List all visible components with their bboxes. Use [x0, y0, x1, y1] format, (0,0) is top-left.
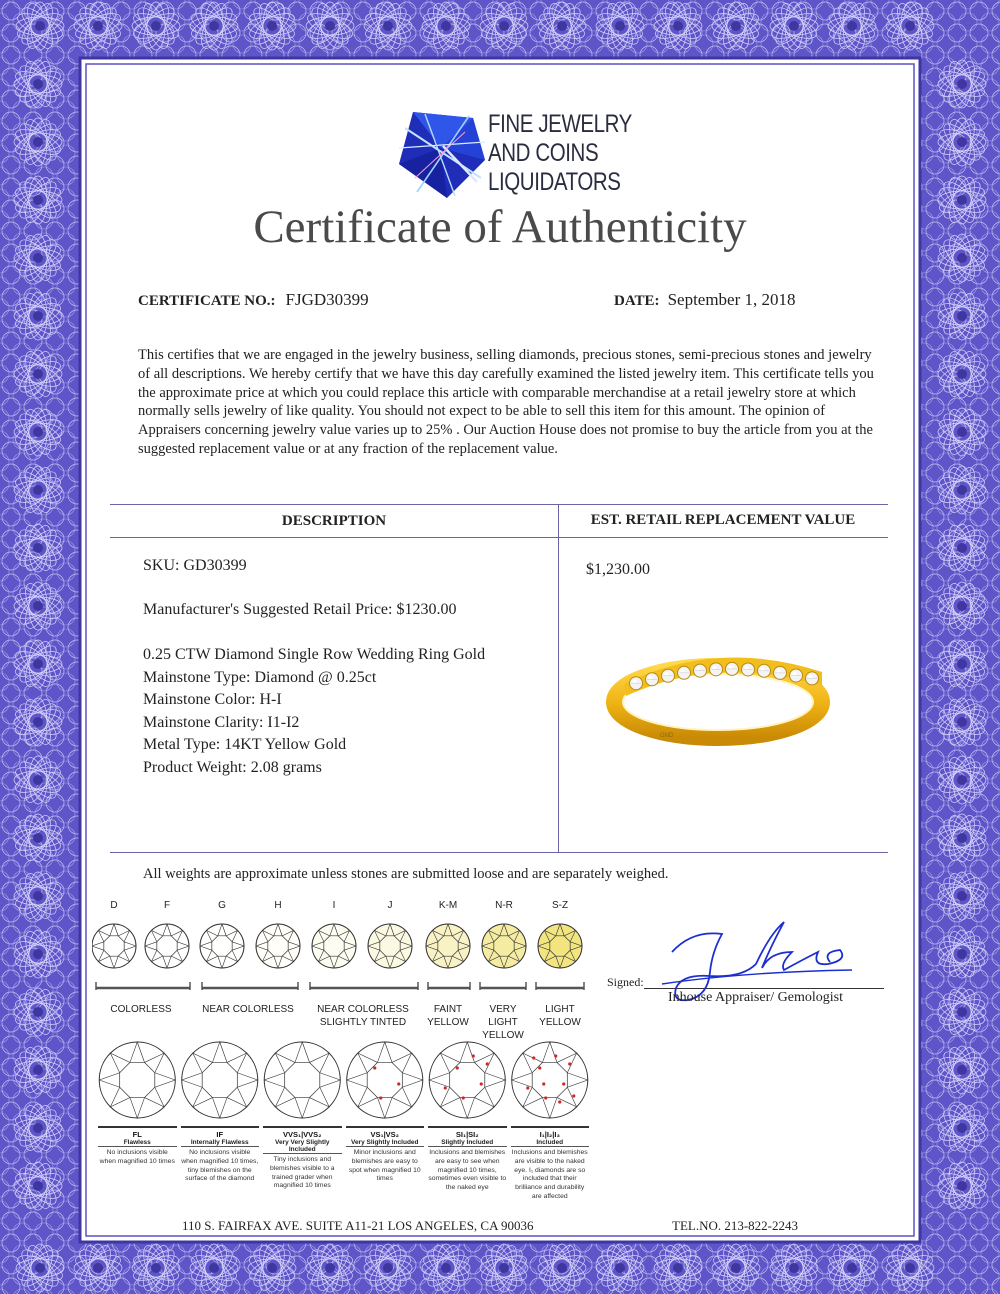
color-grade-letter: G: [218, 900, 226, 911]
color-group-label: LIGHT YELLOW: [539, 1004, 581, 1028]
color-grade-diamond: [368, 924, 412, 968]
color-group-bracket: [536, 982, 584, 990]
clarity-grade-column: [181, 1126, 260, 1184]
inclusion-mark: [456, 1066, 459, 1069]
ring-stone: [630, 677, 643, 690]
table-column-divider: [558, 504, 559, 852]
ring-stone: [662, 669, 675, 682]
value-header: EST. RETAIL REPLACEMENT VALUE: [590, 512, 856, 528]
clarity-grade: FL: [98, 1126, 177, 1139]
clarity-grade-name: Very Slightly Included: [346, 1139, 425, 1147]
ring-stone: [758, 664, 771, 677]
color-grade-diamond: [200, 924, 244, 968]
color-group-bracket: [428, 982, 470, 990]
color-grade-diamond: [92, 924, 136, 968]
color-grade-letter: N-R: [495, 900, 513, 911]
clarity-grade-diamond: [99, 1042, 175, 1118]
inclusion-mark: [554, 1054, 557, 1057]
table-top-rule: [110, 504, 888, 505]
logo-line-2: AND COINS: [488, 139, 599, 167]
color-grade-letter: I: [332, 900, 336, 911]
color-grade-letter: F: [163, 900, 171, 911]
msrp: Manufacturer's Suggested Retail Price: $1230.00: [143, 601, 457, 618]
mainstone-color: Mainstone Color: H-I: [143, 691, 282, 709]
color-grade-diamond: [145, 924, 189, 968]
color-group-label: VERY LIGHT YELLOW: [482, 1004, 524, 1041]
inclusion-mark: [544, 1096, 547, 1099]
color-grade-diamond: [538, 924, 582, 968]
inclusion-mark: [462, 1096, 465, 1099]
color-group-label: COLORLESS: [110, 1004, 172, 1015]
inclusion-mark: [568, 1062, 571, 1065]
inclusion-mark: [373, 1066, 376, 1069]
clarity-grade: I₁|I₂|I₃: [511, 1126, 590, 1139]
table-bottom-rule: [110, 852, 888, 853]
color-grade-diamond: [482, 924, 526, 968]
color-grade-letter: S-Z: [551, 900, 569, 911]
clarity-scale: [96, 1034, 592, 1214]
clarity-grade-name: Internally Flawless: [181, 1139, 260, 1147]
clarity-grade-column: [98, 1126, 177, 1167]
certificate-number-row: [138, 290, 369, 310]
clarity-grade-column: [428, 1126, 507, 1193]
logo-line-1: FINE JEWELRY: [488, 110, 632, 138]
inclusion-mark: [472, 1054, 475, 1057]
color-group-label: FAINT YELLOW: [427, 1004, 469, 1028]
color-group-label: NEAR COLORLESS: [202, 1004, 294, 1015]
color-grade-diamond: [312, 924, 356, 968]
inclusion-mark: [542, 1082, 545, 1085]
ring-image: [600, 640, 840, 750]
clarity-grade-description: Inclusions and blemishes are visible to the naked eye. I₁ diamonds are so included that their brilliance and durability are affected: [511, 1149, 588, 1200]
signed-label: Signed:: [607, 975, 644, 989]
mainstone-type: Mainstone Type: Diamond @ 0.25ct: [143, 668, 377, 686]
inclusion-mark: [480, 1082, 483, 1085]
inclusion-mark: [397, 1082, 400, 1085]
inclusion-mark: [538, 1066, 541, 1069]
clarity-grade-description: Minor inclusions and blemishes are easy to spot when magnified 10 times: [348, 1149, 421, 1183]
color-grade-letter: H: [274, 900, 282, 911]
certificate-number-label: CERTIFICATE NO.:: [138, 293, 276, 309]
color-scale: [92, 900, 592, 1041]
color-group-bracket: [202, 982, 298, 990]
item-details: [143, 644, 485, 780]
replacement-value: $1,230.00: [586, 561, 650, 578]
signer-role: Inhouse Appraiser/ Gemologist: [668, 990, 843, 1005]
clarity-grade-description: Tiny inclusions and blemishes visible to a trained grader when magnified 10 times: [269, 1156, 335, 1190]
weights-note: All weights are approximate unless stones are submitted loose and are separately weighed.: [143, 866, 669, 882]
clarity-grade: VS₁|VS₂: [346, 1126, 425, 1139]
clarity-grade-name: Flawless: [98, 1139, 177, 1147]
color-grade-letter: J: [387, 900, 393, 911]
inclusion-mark: [572, 1094, 575, 1097]
ring-stone: [694, 664, 707, 677]
clarity-grade-column: [511, 1126, 590, 1202]
metal-type: Metal Type: 14KT Yellow Gold: [143, 736, 347, 754]
color-group-bracket: [310, 982, 418, 990]
clarity-grade: IF: [181, 1126, 260, 1139]
ring-stone: [678, 666, 691, 679]
ring-stone: [806, 672, 819, 685]
ring-stamp: GND: [660, 733, 674, 739]
item-title: 0.25 CTW Diamond Single Row Wedding Ring Gold: [143, 646, 486, 663]
ring-stone: [710, 663, 723, 676]
inclusion-mark: [558, 1100, 561, 1103]
certification-statement: This certifies that we are engaged in the jewelry business, selling diamonds, precious stones, semi-precious stones and jewelry of all descriptions. We hereby certify that we have this day carefully examined the listed jewelry item. This certificate tells you the approximate price at which you could replace this article with comparable merchandise at a retail jewelry store at which normally sells jewelry of like quality. You should not expect to be able to sell this item for this amount. The opinion of Appraisers concerning jewelry value varies up to 25% . Our Auction House does not promise to buy the article from you at the suggested replacement value or at any fraction of the replacement value.: [138, 347, 874, 457]
color-group-bracket: [96, 982, 190, 990]
footer-address: 110 S. FAIRFAX AVE. SUITE A11-21 LOS ANGELES, CA 90036: [182, 1218, 534, 1233]
color-grade-diamond: [426, 924, 470, 968]
clarity-grade-description: No inclusions visible when magnified 10 times: [99, 1149, 175, 1165]
certificate-date-row: [614, 290, 796, 310]
color-group-bracket: [480, 982, 526, 990]
clarity-grade-description: No inclusions visible when magnified 10 times, tiny blemishes on the surface of the diamond: [181, 1149, 259, 1183]
clarity-grade-diamond: [182, 1042, 258, 1118]
inclusion-mark: [562, 1082, 565, 1085]
color-group-label: NEAR COLORLESS SLIGHTLY TINTED: [317, 1004, 409, 1028]
clarity-grade-name: Slightly Included: [428, 1139, 507, 1147]
product-weight: Product Weight: 2.08 grams: [143, 758, 322, 776]
inclusion-mark: [379, 1096, 382, 1099]
date-value: September 1, 2018: [667, 290, 796, 309]
clarity-grade-name: Included: [511, 1139, 590, 1147]
clarity-grade: VVS₁|VVS₂: [263, 1126, 342, 1139]
date-label: DATE:: [614, 293, 660, 309]
logo-wordmark: [488, 110, 632, 197]
ring-stone: [646, 673, 659, 686]
sku: SKU: GD30399: [143, 557, 247, 574]
color-grade-diamond: [256, 924, 300, 968]
ring-stone: [726, 662, 739, 675]
clarity-grade-diamond: [512, 1042, 588, 1118]
ring-stone: [774, 666, 787, 679]
clarity-grade-column: [263, 1126, 342, 1191]
color-grade-letter: D: [110, 900, 118, 911]
ring-stone: [790, 669, 803, 682]
inclusion-mark: [526, 1086, 529, 1089]
clarity-grade-diamond: [264, 1042, 340, 1118]
footer-phone: TEL.NO. 213-822-2243: [672, 1218, 799, 1233]
clarity-grade-description: Inclusions and blemishes are easy to see when magnified 10 times, sometimes even visible to the naked eye: [428, 1149, 507, 1192]
clarity-grade-diamond: [347, 1042, 423, 1118]
inclusion-mark: [532, 1056, 535, 1059]
clarity-grade: SI₁|SI₂: [428, 1126, 507, 1139]
certificate-title: Certificate of Authenticity: [253, 201, 747, 253]
inclusion-mark: [444, 1086, 447, 1089]
clarity-grade-column: [346, 1126, 425, 1184]
clarity-grade-name: Very Very Slightly Included: [263, 1139, 342, 1154]
certificate-number-value: FJGD30399: [285, 290, 369, 309]
table-header-rule: [110, 537, 888, 538]
color-grade-letter: K-M: [438, 900, 458, 911]
logo-line-3: LIQUIDATORS: [488, 168, 621, 196]
ring-stone: [742, 663, 755, 676]
inclusion-mark: [486, 1062, 489, 1065]
description-header: DESCRIPTION: [281, 513, 387, 529]
mainstone-clarity: Mainstone Clarity: I1-I2: [143, 713, 300, 731]
logo-gem-icon: [395, 108, 487, 200]
clarity-grade-diamond: [429, 1042, 505, 1118]
